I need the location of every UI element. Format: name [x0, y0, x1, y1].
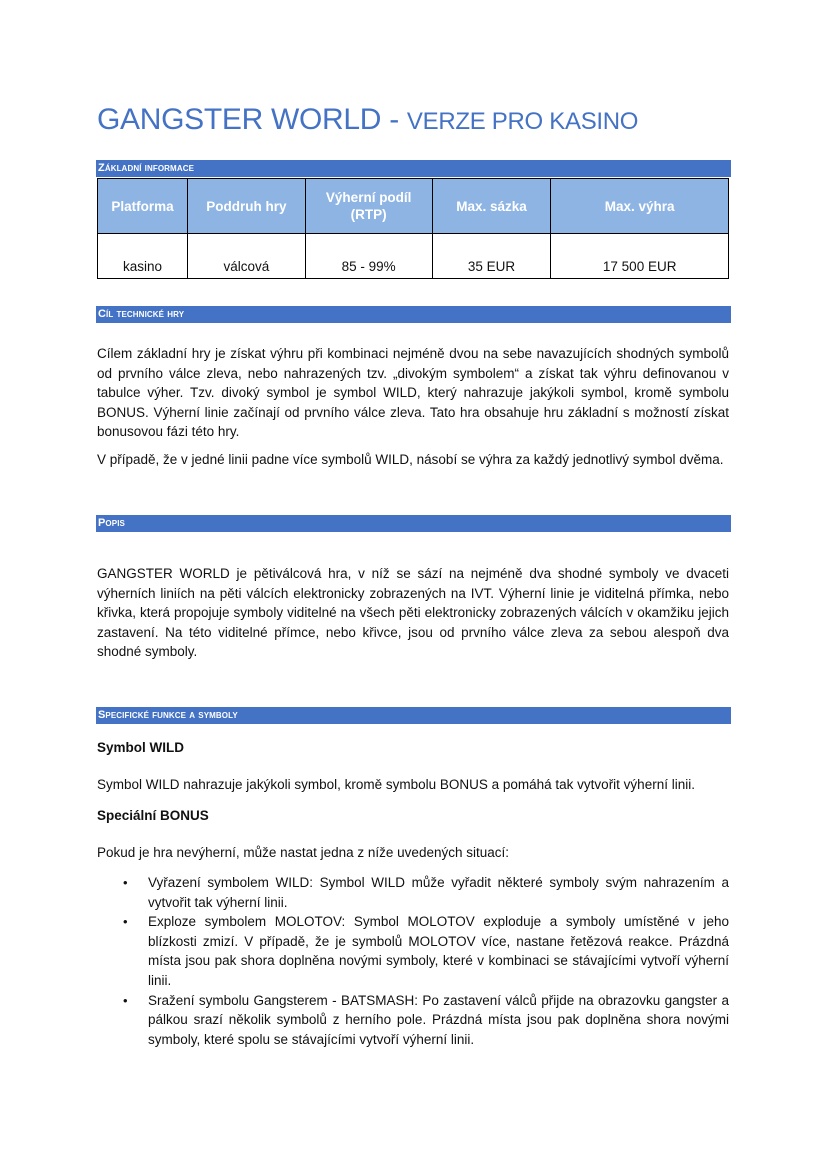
- table-header-cell: Poddruh hry: [187, 179, 305, 234]
- bullet-icon: •: [123, 914, 128, 930]
- bullet-icon: •: [123, 992, 128, 1008]
- section-header-basic-info: Základní informace: [96, 160, 731, 177]
- page-title-main: GANGSTER WORLD -: [97, 103, 407, 136]
- goal-paragraph-1: Cílem základní hry je získat výhru při kombinaci nejméně dvou na sebe navazujících shodných symbolů od prvního válce zleva, nebo nahrazených tzv. „divokým symbolem“ a získat tak výhru definovanou v tabulce výher. Tzv. divoký symbol je symbol WILD, který nahrazuje jakýkoli symbol, kromě symbolu BONUS. Výherní linie začínají od prvního válce zleva. Tato hra obsahuje hru základní s možností získat bonusovou fázi této hry.: [97, 346, 729, 440]
- bonus-bullet-list: [97, 873, 729, 1049]
- wild-text: Symbol WILD nahrazuje jakýkoli symbol, kromě symbolu BONUS a pomáhá tak vytvořit výherní linii.: [97, 777, 695, 792]
- bonus-intro: Pokud je hra nevýherní, může nastat jedna z níže uvedených situací:: [97, 845, 509, 860]
- list-item: [97, 912, 729, 990]
- section-header-description: Popis: [96, 515, 731, 532]
- bonus-heading: Speciální BONUS: [97, 808, 209, 823]
- table-cell-subtype: válcová: [187, 234, 305, 279]
- goal-paragraph-2: V případě, že v jedné linii padne více symbolů WILD, násobí se výhra za každý jednotlivý symbol dvěma.: [97, 452, 724, 467]
- list-item-text: Vyřazení symbolem WILD: Symbol WILD může vyřadit některé symboly svým nahrazením a vytvořit tak výherní linii.: [148, 875, 729, 910]
- table-cell-rtp: 85 - 99%: [305, 234, 432, 279]
- page-title-sub: VERZE PRO KASINO: [406, 108, 639, 135]
- table-row: [98, 234, 729, 279]
- page-title: [97, 103, 638, 137]
- list-item-text: Exploze symbolem MOLOTOV: Symbol MOLOTOV exploduje a symboly umístěné v jeho blízkosti zmizí. V případě, že je symbolů MOLOTOV více, nastane řetězová reakce. Prázdná místa jsou pak shora doplněna novými symboly, které v kombinaci se stávajícími vytvoří výherní linii.: [148, 914, 729, 988]
- table-header-cell: Platforma: [98, 179, 188, 234]
- table-header-cell: Max. výhra: [551, 179, 729, 234]
- wild-heading: Symbol WILD: [97, 740, 184, 755]
- table-header-cell: Výherní podíl (RTP): [305, 179, 432, 234]
- basic-info-table: [97, 178, 729, 279]
- list-item: [97, 991, 729, 1050]
- description-paragraph: GANGSTER WORLD je pětiválcová hra, v níž se sází na nejméně dva shodné symboly ve dvaceti výherních liniích na pěti válcích elektronicky zobrazených na IVT. Výherní linie je viditelná přímka, nebo křivka, která propojuje symboly viditelné na všech pěti elektronicky zobrazených válcích v okamžiku jejich zastavení. Na této viditelné přímce, nebo křivce, jsou od prvního válce zleva za sebou alespoň dva shodné symboly.: [97, 566, 729, 660]
- table-cell-platform: kasino: [98, 234, 188, 279]
- table-cell-max-bet: 35 EUR: [432, 234, 551, 279]
- section-header-features: Specifické funkce a symboly: [96, 707, 731, 724]
- table-header-row: [98, 179, 729, 234]
- table-header-cell: Max. sázka: [432, 179, 551, 234]
- section-header-goal: Cíl technické hry: [96, 306, 731, 323]
- list-item: [97, 873, 729, 912]
- bullet-icon: •: [123, 875, 128, 890]
- list-item-text: Sražení symbolu Gangsterem - BATSMASH: Po zastavení válců přijde na obrazovku gangster a pálkou srazí několik symbolů z herního pole. Prázdná místa jsou pak doplněna shora novými symboly, které spolu se stávajícími vytvoří výherní linii.: [148, 992, 729, 1047]
- table-cell-max-win: 17 500 EUR: [551, 234, 729, 279]
